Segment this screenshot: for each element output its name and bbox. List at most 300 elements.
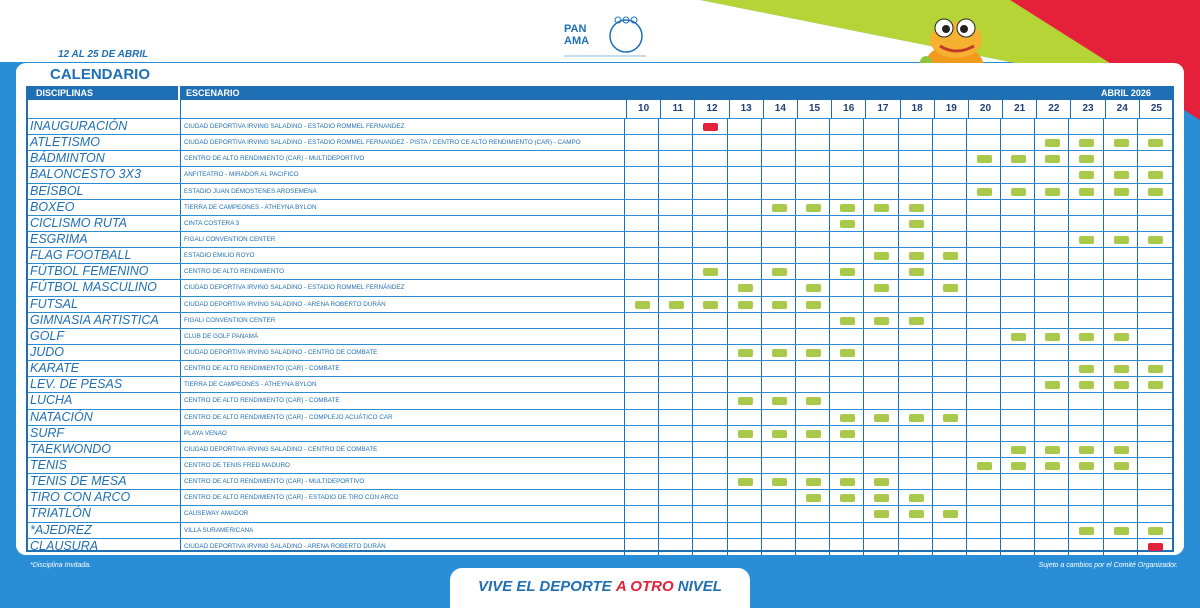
day-cell — [1137, 167, 1171, 183]
day-header: 18 — [900, 100, 934, 118]
schedule-row — [28, 376, 1172, 392]
day-cell — [1034, 297, 1068, 313]
day-cell — [863, 474, 897, 490]
discipline-name: CICLISMO RUTA — [30, 215, 127, 230]
event-marker — [840, 430, 855, 438]
day-cell — [658, 280, 692, 296]
day-cell — [1068, 393, 1102, 409]
day-cell — [1137, 135, 1171, 151]
day-cell — [795, 539, 829, 555]
day-cell — [898, 426, 932, 442]
day-cell — [692, 313, 726, 329]
day-cell — [692, 474, 726, 490]
day-cell — [761, 167, 795, 183]
venue-name: CENTRO DE ALTO RENDIMIENTO (CAR) - MULTIDEPORTIVO — [184, 478, 365, 486]
schedule-row — [28, 215, 1172, 231]
day-cell — [658, 264, 692, 280]
day-cell — [1137, 377, 1171, 393]
day-cell — [898, 458, 932, 474]
day-cell — [1137, 216, 1171, 232]
day-cell — [1034, 474, 1068, 490]
day-cell — [829, 474, 863, 490]
day-cell — [1103, 167, 1137, 183]
event-marker — [943, 284, 958, 292]
day-cell — [932, 119, 966, 135]
day-cell — [829, 523, 863, 539]
event-marker — [1114, 381, 1129, 389]
day-cell — [1103, 361, 1137, 377]
day-cell — [966, 232, 1000, 248]
day-cell — [727, 297, 761, 313]
event-marker — [1079, 155, 1094, 163]
day-cell — [1137, 539, 1171, 555]
venue-name: VILLA SURAMERICANA — [184, 526, 254, 534]
day-cell — [1034, 184, 1068, 200]
day-cell — [898, 313, 932, 329]
discipline-name: FÚTBOL FEMENINO — [30, 264, 149, 279]
day-cell — [932, 361, 966, 377]
day-cell — [658, 523, 692, 539]
event-marker — [1114, 171, 1129, 179]
day-cell — [1034, 232, 1068, 248]
day-cells — [624, 119, 1171, 135]
day-cells — [624, 377, 1171, 393]
day-cell — [966, 216, 1000, 232]
day-cell — [1068, 232, 1102, 248]
day-cell — [692, 442, 726, 458]
day-cell — [898, 216, 932, 232]
day-cell — [898, 523, 932, 539]
day-cell — [863, 442, 897, 458]
day-header: 23 — [1070, 100, 1104, 118]
day-cells — [624, 458, 1171, 474]
day-cell — [624, 167, 658, 183]
day-cell — [761, 506, 795, 522]
event-marker — [943, 414, 958, 422]
day-cells — [624, 184, 1171, 200]
day-cell — [1103, 506, 1137, 522]
col-venue: ESCENARIO — [186, 88, 240, 98]
day-cell — [692, 135, 726, 151]
day-cell — [1137, 280, 1171, 296]
day-cell — [932, 313, 966, 329]
day-cell — [761, 313, 795, 329]
day-header: 24 — [1105, 100, 1139, 118]
day-cell — [966, 474, 1000, 490]
day-cell — [898, 474, 932, 490]
day-cell — [1137, 264, 1171, 280]
day-cell — [727, 410, 761, 426]
day-cell — [1068, 458, 1102, 474]
day-cell — [829, 297, 863, 313]
event-marker — [840, 494, 855, 502]
event-marker — [874, 252, 889, 260]
day-cell — [1103, 442, 1137, 458]
day-cell — [658, 329, 692, 345]
day-cell — [1034, 442, 1068, 458]
day-cell — [658, 200, 692, 216]
discipline-name: FÚTBOL MASCULINO — [30, 280, 157, 295]
event-marker — [909, 268, 924, 276]
day-cell — [795, 167, 829, 183]
event-marker — [840, 317, 855, 325]
day-cell — [761, 490, 795, 506]
day-cell — [761, 539, 795, 555]
event-marker — [703, 268, 718, 276]
event-marker — [806, 430, 821, 438]
day-cell — [624, 264, 658, 280]
event-marker — [874, 284, 889, 292]
day-cell — [966, 523, 1000, 539]
day-cell — [624, 393, 658, 409]
day-cell — [898, 167, 932, 183]
day-cell — [658, 377, 692, 393]
day-cell — [932, 151, 966, 167]
day-cell — [1000, 184, 1034, 200]
day-cell — [761, 345, 795, 361]
day-cell — [966, 184, 1000, 200]
day-cell — [1034, 280, 1068, 296]
day-cell — [1000, 135, 1034, 151]
discipline-name: TENIS DE MESA — [30, 474, 127, 489]
day-cell — [1034, 523, 1068, 539]
schedule-row — [28, 360, 1172, 376]
day-cell — [727, 361, 761, 377]
day-cell — [795, 506, 829, 522]
event-marker — [1114, 188, 1129, 196]
day-cell — [932, 200, 966, 216]
day-cell — [863, 119, 897, 135]
day-cell — [692, 264, 726, 280]
day-cell — [829, 442, 863, 458]
day-cell — [658, 442, 692, 458]
event-marker — [874, 414, 889, 422]
day-cell — [692, 490, 726, 506]
event-marker — [1148, 171, 1163, 179]
day-cell — [795, 523, 829, 539]
day-cell — [1103, 313, 1137, 329]
day-cell — [829, 151, 863, 167]
day-cell — [692, 345, 726, 361]
day-cell — [761, 410, 795, 426]
day-cell — [932, 474, 966, 490]
day-cell — [829, 410, 863, 426]
day-header: 19 — [934, 100, 968, 118]
event-marker — [738, 284, 753, 292]
day-cell — [727, 200, 761, 216]
discipline-name: INAUGURACIÓN — [30, 119, 128, 133]
day-cell — [1137, 490, 1171, 506]
day-cell — [829, 264, 863, 280]
venue-name: CENTRO DE ALTO RENDIMIENTO (CAR) - MULTIDEPORTIVO — [184, 155, 365, 163]
event-marker — [806, 478, 821, 486]
event-marker — [1148, 365, 1163, 373]
day-cell — [932, 506, 966, 522]
day-cell — [1000, 232, 1034, 248]
event-marker — [1114, 333, 1129, 341]
day-cell — [1068, 184, 1102, 200]
event-marker — [806, 397, 821, 405]
schedule-row — [28, 296, 1172, 312]
event-marker — [738, 430, 753, 438]
day-cell — [1034, 216, 1068, 232]
day-cell — [795, 458, 829, 474]
day-cell — [1103, 377, 1137, 393]
day-cell — [658, 490, 692, 506]
day-cell — [761, 474, 795, 490]
event-marker — [738, 478, 753, 486]
day-cell — [624, 490, 658, 506]
day-cell — [932, 184, 966, 200]
event-marker — [1079, 365, 1094, 373]
day-cells — [624, 539, 1171, 555]
day-cell — [829, 490, 863, 506]
day-cell — [1103, 539, 1137, 555]
day-cell — [624, 523, 658, 539]
day-cell — [795, 151, 829, 167]
schedule-row — [28, 150, 1172, 166]
day-cell — [1000, 167, 1034, 183]
day-cell — [658, 426, 692, 442]
day-header: 13 — [729, 100, 763, 118]
day-cell — [761, 184, 795, 200]
day-cell — [1068, 361, 1102, 377]
day-cell — [863, 184, 897, 200]
day-cell — [966, 313, 1000, 329]
day-cell — [1000, 119, 1034, 135]
venue-name: ESTADIO EMILIO ROYO — [184, 252, 255, 260]
day-cell — [1068, 151, 1102, 167]
day-cell — [1137, 184, 1171, 200]
day-cell — [624, 248, 658, 264]
venue-name: CLUB DE GOLF PANAMÁ — [184, 332, 259, 340]
day-cell — [761, 297, 795, 313]
schedule-row — [28, 473, 1172, 489]
schedule-row — [28, 409, 1172, 425]
day-cell — [795, 280, 829, 296]
schedule-row — [28, 538, 1172, 554]
event-marker — [703, 301, 718, 309]
event-marker — [1011, 446, 1026, 454]
event-marker — [943, 510, 958, 518]
schedule-row — [28, 166, 1172, 182]
event-marker — [840, 204, 855, 212]
table-header — [26, 86, 1174, 100]
day-cell — [1000, 280, 1034, 296]
day-cell — [1103, 410, 1137, 426]
day-header: 22 — [1036, 100, 1070, 118]
day-cell — [795, 426, 829, 442]
days-row — [626, 100, 1173, 118]
day-cell — [898, 361, 932, 377]
day-cell — [863, 490, 897, 506]
day-cell — [898, 410, 932, 426]
event-marker — [1114, 236, 1129, 244]
day-cell — [692, 506, 726, 522]
event-marker — [1148, 527, 1163, 535]
event-marker — [738, 397, 753, 405]
discipline-name: *AJEDREZ — [30, 522, 92, 537]
day-cell — [1000, 426, 1034, 442]
event-marker — [874, 317, 889, 325]
day-cell — [1103, 474, 1137, 490]
day-cell — [761, 200, 795, 216]
day-cell — [829, 280, 863, 296]
day-cell — [932, 297, 966, 313]
event-marker — [1011, 188, 1026, 196]
day-cell — [932, 280, 966, 296]
event-marker — [1114, 462, 1129, 470]
venue-name: CAUSEWAY AMADOR — [184, 510, 249, 518]
day-cell — [863, 426, 897, 442]
day-cell — [1034, 313, 1068, 329]
day-cell — [761, 264, 795, 280]
day-cell — [863, 248, 897, 264]
day-cell — [1000, 490, 1034, 506]
day-cell — [1034, 410, 1068, 426]
day-cell — [1000, 313, 1034, 329]
day-cell — [658, 216, 692, 232]
day-cell — [1068, 539, 1102, 555]
day-cell — [1068, 377, 1102, 393]
venue-name: CENTRO DE ALTO RENDIMIENTO (CAR) - COMPLEJO ACUÁTICO CAR — [184, 413, 393, 421]
day-cell — [966, 329, 1000, 345]
day-cell — [829, 184, 863, 200]
day-cell — [898, 297, 932, 313]
day-cell — [863, 264, 897, 280]
day-cell — [1034, 361, 1068, 377]
event-marker — [1148, 381, 1163, 389]
day-cell — [932, 135, 966, 151]
day-cell — [1034, 200, 1068, 216]
day-cell — [829, 426, 863, 442]
day-cell — [795, 200, 829, 216]
panama-logo — [560, 10, 650, 64]
day-cell — [1103, 523, 1137, 539]
day-cells — [624, 361, 1171, 377]
day-header: 12 — [694, 100, 728, 118]
day-cell — [624, 377, 658, 393]
schedule-row — [28, 392, 1172, 408]
day-cell — [898, 442, 932, 458]
event-marker — [1045, 446, 1060, 454]
day-cell — [624, 442, 658, 458]
svg-text:AMA: AMA — [564, 35, 590, 47]
discipline-name: LUCHA — [30, 393, 73, 408]
day-cells — [624, 426, 1171, 442]
day-header: 21 — [1002, 100, 1036, 118]
event-marker — [1079, 333, 1094, 341]
day-cell — [624, 232, 658, 248]
day-cell — [761, 523, 795, 539]
day-cell — [658, 506, 692, 522]
venue-name: ANFITEATRO - MIRADOR AL PACIFICO — [184, 171, 299, 179]
event-marker — [909, 220, 924, 228]
venue-name: TIERRA DE CAMPEONES - ATHEYNA BYLON — [184, 381, 317, 389]
discipline-name: FUTSAL — [30, 296, 78, 311]
day-cell — [966, 539, 1000, 555]
day-cell — [761, 216, 795, 232]
schedule-grid — [26, 100, 1174, 552]
event-marker — [909, 494, 924, 502]
day-cell — [1103, 264, 1137, 280]
day-cell — [1000, 506, 1034, 522]
day-cell — [1034, 151, 1068, 167]
day-cell — [692, 232, 726, 248]
day-cell — [932, 377, 966, 393]
day-cell — [1137, 393, 1171, 409]
venue-name: CIUDAD DEPORTIVA IRVING SALADINO - ESTADIO ROMMEL FERNANDEZ — [184, 123, 405, 130]
day-cell — [795, 490, 829, 506]
schedule-row — [28, 183, 1172, 199]
day-cell — [692, 329, 726, 345]
day-header: 15 — [797, 100, 831, 118]
day-cell — [727, 248, 761, 264]
day-cell — [863, 135, 897, 151]
day-cell — [692, 426, 726, 442]
event-marker — [1148, 188, 1163, 196]
event-marker — [1045, 139, 1060, 147]
day-cell — [1137, 458, 1171, 474]
day-cell — [898, 539, 932, 555]
day-cell — [966, 119, 1000, 135]
day-header: 25 — [1139, 100, 1173, 118]
day-cell — [658, 184, 692, 200]
day-cell — [658, 135, 692, 151]
event-marker — [772, 349, 787, 357]
event-marker — [840, 414, 855, 422]
day-cell — [863, 313, 897, 329]
venue-name: CIUDAD DEPORTIVA IRVING SALADINO - ARENA ROBERTO DURÁN — [184, 542, 386, 550]
event-marker — [772, 430, 787, 438]
discipline-name: BEÍSBOL — [30, 183, 84, 198]
day-cell — [624, 329, 658, 345]
day-cells — [624, 248, 1171, 264]
discipline-name: ATLETISMO — [30, 135, 100, 150]
venue-name: CENTRO DE ALTO RENDIMIENTO (CAR) - COMBATE — [184, 397, 340, 405]
day-cell — [727, 151, 761, 167]
venue-name: ESTADIO JUAN DEMOSTENES AROSEMENA — [184, 187, 317, 195]
event-marker — [1114, 527, 1129, 535]
day-cell — [692, 523, 726, 539]
day-cell — [1103, 393, 1137, 409]
schedule-row — [28, 247, 1172, 263]
day-cell — [1068, 167, 1102, 183]
day-cell — [898, 506, 932, 522]
day-cell — [932, 442, 966, 458]
day-cell — [898, 490, 932, 506]
event-marker — [840, 478, 855, 486]
day-cell — [795, 313, 829, 329]
day-cell — [1137, 345, 1171, 361]
schedule-row — [28, 441, 1172, 457]
day-cell — [727, 523, 761, 539]
day-cell — [692, 361, 726, 377]
day-cell — [1068, 329, 1102, 345]
event-marker — [840, 268, 855, 276]
day-cell — [658, 458, 692, 474]
day-cell — [795, 345, 829, 361]
day-cell — [898, 200, 932, 216]
day-cell — [658, 410, 692, 426]
event-marker — [909, 414, 924, 422]
event-marker — [977, 188, 992, 196]
event-marker — [1114, 446, 1129, 454]
day-cell — [863, 329, 897, 345]
day-cell — [1034, 119, 1068, 135]
day-cell — [898, 329, 932, 345]
event-marker — [772, 478, 787, 486]
